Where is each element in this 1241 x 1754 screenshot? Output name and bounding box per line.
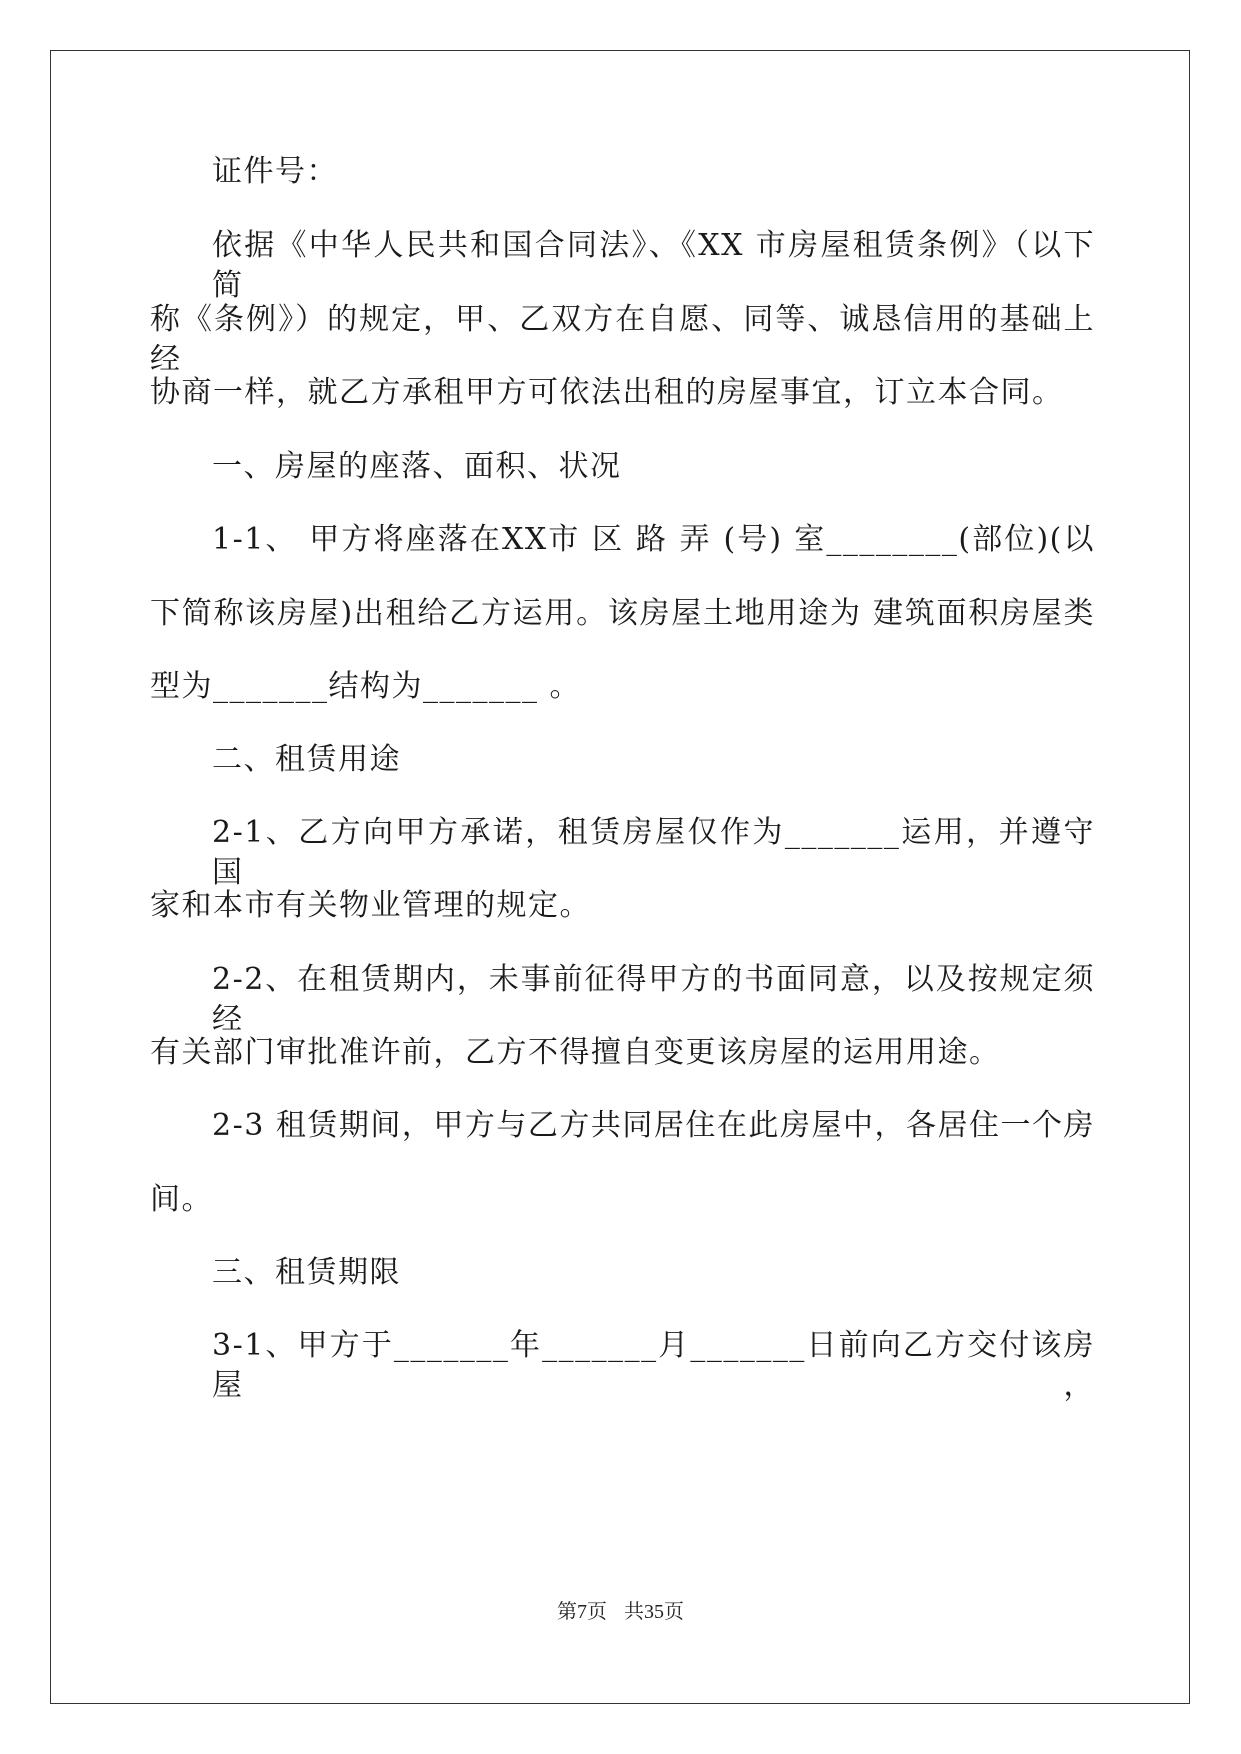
paragraph-line: 协商一样，就乙方承租甲方可依法出租的房屋事宜，订立本合同。 <box>150 375 1064 410</box>
section-heading: 三、租赁期限 <box>212 1255 401 1290</box>
certificate-number-label: 证件号： <box>212 154 338 189</box>
section-heading: 二、租赁用途 <box>212 742 401 777</box>
paragraph-line: 下简称该房屋)出租给乙方运用。该房屋土地用途为 建筑面积房屋类 <box>150 596 1095 631</box>
paragraph-line: 1-1、 甲方将座落在XX市 区 路 弄 (号) 室________(部位)(以 <box>212 522 1095 557</box>
paragraph-line: 2-2、在租赁期内，未事前征得甲方的书面同意，以及按规定须经 <box>212 962 1095 1037</box>
page-number-current: 第7页 <box>557 1601 607 1623</box>
paragraph-line: 2-1、乙方向甲方承诺，租赁房屋仅作为_______运用，并遵守国 <box>212 815 1095 890</box>
page-footer <box>0 1600 1241 1624</box>
paragraph-line: 2-3 租赁期间，甲方与乙方共同居住在此房屋中，各居住一个房 <box>212 1108 1095 1143</box>
paragraph-line: 3-1、甲方于_______年_______月_______日前向乙方交付该房屋， <box>212 1328 1095 1403</box>
paragraph-line: 称《条例》）的规定，甲、乙双方在自愿、同等、诚恳信用的基础上经 <box>150 302 1095 377</box>
section-heading: 一、房屋的座落、面积、状况 <box>212 449 622 484</box>
page-number-total: 共35页 <box>624 1601 684 1623</box>
paragraph-line: 有关部门审批准许前，乙方不得擅自变更该房屋的运用用途。 <box>150 1035 1001 1070</box>
paragraph-line: 型为_______结构为_______ 。 <box>150 669 582 704</box>
paragraph-line: 依据《中华人民共和国合同法》、《XX 市房屋租赁条例》（以下简 <box>212 228 1095 303</box>
paragraph-line: 家和本市有关物业管理的规定。 <box>150 888 591 923</box>
paragraph-line: 间。 <box>150 1182 213 1217</box>
